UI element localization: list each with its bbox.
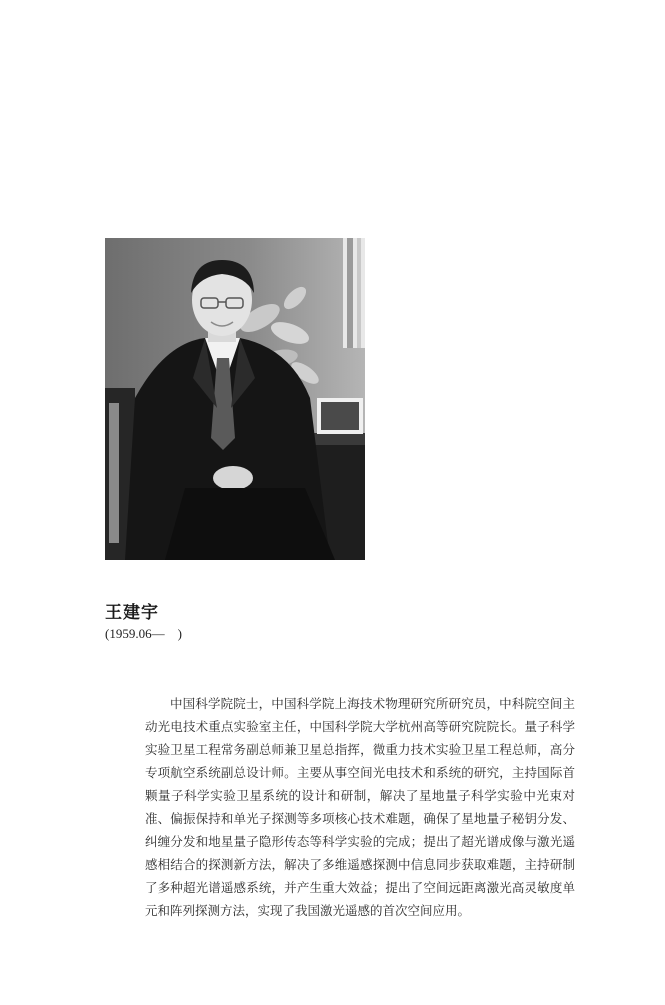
biography-text: 中国科学院院士，中国科学院上海技术物理研究所研究员，中科院空间主动光电技术重点实验室主任，中国科学院大学杭州高等研究院院长。量子科学实验卫星工程常务副总师兼卫星总指挥，微重力技术实验卫星工程总师，高分专项航空系统副总设计师。主要从事空间光电技术和系统的研究，主持国际首颗量子科学实验卫星系统的设计和研制，解决了星地量子科学实验中光束对准、偏振保持和单光子探测等多项核心技术难题，确保了星地量子秘钥分发、纠缠分发和地星量子隐形传态等科学实验的完成；提出了超光谱成像与激光遥感相结合的探测新方法，解决了多维遥感探测中信息同步获取难题，主持研制了多种超光谱遥感系统，并产生重大效益；提出了空间远距离激光高灵敏度单元和阵列探测方法，实现了我国激光遥感的首次空间应用。 — [145, 696, 575, 918]
portrait-illustration — [105, 238, 365, 560]
portrait-photo — [105, 238, 365, 560]
person-name: 王建宇 — [105, 603, 159, 623]
person-dates: (1959.06— ) — [105, 626, 182, 641]
